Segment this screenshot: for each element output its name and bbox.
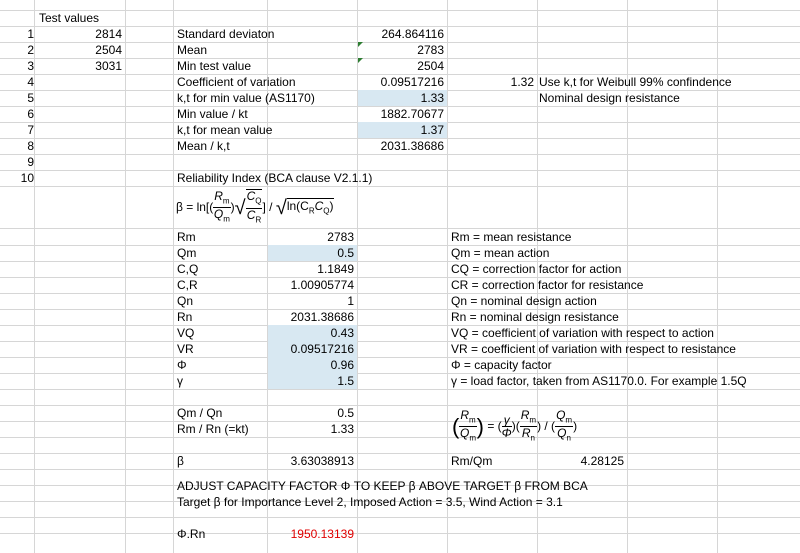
- grid-line: [0, 437, 800, 438]
- param-description[interactable]: VR = coefficient of variation with respect to resistance: [451, 342, 736, 356]
- param-value-input[interactable]: 0.43: [268, 325, 357, 341]
- formula-text: m: [565, 415, 573, 425]
- fraction: [246, 189, 263, 226]
- stat-value[interactable]: 264.864116: [381, 27, 444, 41]
- reliability-title[interactable]: Reliability Index (BCA clause V2.1.1): [177, 171, 373, 185]
- param-value[interactable]: 1: [347, 294, 354, 308]
- param-description[interactable]: γ = load factor, taken from AS1170.0. For example 1.5Q: [451, 374, 747, 388]
- grid-line: [0, 533, 800, 534]
- row-number: 10: [20, 171, 34, 185]
- formula-text: R: [214, 188, 223, 203]
- formula-text: C: [246, 189, 256, 204]
- formula-text: Q: [323, 206, 330, 216]
- formula-text: ): [573, 419, 578, 433]
- ratio-value[interactable]: 1.33: [330, 422, 354, 436]
- formula-text: γ: [503, 413, 510, 428]
- grid-line: [0, 453, 800, 454]
- formula-text: m: [529, 415, 537, 425]
- adjust-note[interactable]: ADJUST CAPACITY FACTOR Φ TO KEEP β ABOVE TARGET β FROM BCA: [177, 479, 588, 493]
- stat-label[interactable]: k,t for min value (AS1170): [177, 91, 315, 105]
- grid-line: [0, 517, 800, 518]
- reliability-formula: [176, 187, 334, 227]
- paren: (: [452, 413, 460, 439]
- grid-line: [0, 154, 800, 155]
- param-value[interactable]: 2783: [327, 230, 354, 244]
- beta-label[interactable]: β: [177, 454, 184, 468]
- formula-text: ln(C: [286, 198, 309, 213]
- phi-rn-label[interactable]: Φ.Rn: [177, 527, 206, 541]
- row-number: 5: [27, 91, 34, 105]
- fraction: [555, 409, 573, 445]
- formula-text: Φ: [501, 426, 512, 441]
- formula-text: m: [223, 214, 230, 224]
- param-value-input[interactable]: 0.09517216: [268, 341, 357, 357]
- paren: ): [476, 413, 484, 439]
- formula-text: ] /: [262, 200, 276, 214]
- grid-line: [0, 421, 800, 422]
- stat-label[interactable]: Coefficient of variation: [177, 75, 296, 89]
- param-label[interactable]: VR: [177, 342, 194, 356]
- stat-label[interactable]: k,t for mean value: [177, 123, 273, 137]
- stat-label[interactable]: Mean: [177, 43, 208, 57]
- comment-indicator: [358, 58, 363, 63]
- formula-text: R: [521, 426, 531, 441]
- ln-term: [287, 198, 334, 218]
- param-value[interactable]: 1.00905774: [290, 278, 354, 292]
- formula-text: ) / (: [537, 419, 556, 433]
- formula-text: Q: [556, 407, 566, 422]
- row-number: 7: [27, 123, 34, 137]
- row-number: 6: [27, 107, 34, 121]
- stat-value[interactable]: 2504: [417, 59, 444, 73]
- ratio-formula: [452, 406, 577, 446]
- test-value-cell[interactable]: 2504: [95, 43, 122, 57]
- sqrt-icon: √: [275, 196, 287, 219]
- formula-text: C: [314, 198, 324, 213]
- stat-label[interactable]: Standard deviaton: [177, 27, 275, 41]
- fraction: [213, 190, 230, 226]
- grid-line: [0, 469, 800, 470]
- param-value[interactable]: 1.1849: [317, 262, 354, 276]
- formula-text: R: [255, 215, 262, 225]
- formula-text: Q: [213, 207, 224, 222]
- param-label[interactable]: C,Q: [177, 262, 199, 276]
- phi-rn-value[interactable]: 1950.13139: [290, 527, 354, 541]
- param-value-input[interactable]: 0.96: [268, 357, 357, 373]
- comment-indicator: [358, 42, 363, 47]
- stat-label[interactable]: Min test value: [177, 59, 252, 73]
- row-number: 1: [27, 27, 34, 41]
- formula-text: β = ln[(: [176, 200, 214, 214]
- formula-text: m: [469, 415, 476, 425]
- ratio-label[interactable]: Rm / Rn (=kt): [177, 422, 249, 436]
- rmqm-label[interactable]: Rm/Qm: [451, 454, 493, 468]
- param-label[interactable]: C,R: [177, 278, 198, 292]
- formula-text: n: [566, 433, 571, 443]
- test-value-cell[interactable]: 3031: [95, 59, 122, 73]
- formula-text: R: [460, 407, 469, 422]
- param-description[interactable]: CR = correction factor for resistance: [451, 278, 644, 292]
- weibull-note[interactable]: Use k,t for Weibull 99% confindence: [539, 75, 732, 89]
- param-label[interactable]: Rn: [177, 310, 193, 324]
- formula-text: ): [329, 198, 334, 213]
- stat-value[interactable]: 0.09517216: [380, 75, 444, 89]
- fraction: [520, 409, 537, 445]
- param-label[interactable]: Qn: [177, 294, 194, 308]
- param-label[interactable]: γ: [177, 374, 183, 388]
- weibull-kt-value[interactable]: 1.32: [510, 75, 534, 89]
- formula-text: Q: [255, 196, 262, 206]
- stat-value[interactable]: 2783: [417, 43, 444, 57]
- row-number: 9: [27, 155, 34, 169]
- param-description[interactable]: Qm = mean action: [451, 246, 550, 260]
- row-number: 8: [27, 139, 34, 153]
- ratio-value[interactable]: 0.5: [337, 406, 354, 420]
- stat-value-input[interactable]: 1.37: [358, 122, 447, 138]
- formula-text: R: [308, 206, 315, 216]
- formula-text: R: [520, 407, 530, 422]
- param-label[interactable]: Φ: [177, 358, 187, 372]
- param-label[interactable]: VQ: [177, 326, 195, 340]
- param-value[interactable]: 2031.38686: [290, 310, 354, 324]
- row-number: 3: [27, 59, 34, 73]
- formula-text: Q: [557, 426, 567, 441]
- formula-text: C: [246, 207, 256, 222]
- formula-text: m: [222, 196, 230, 206]
- formula-text: m: [469, 433, 476, 443]
- param-value-input[interactable]: 0.5: [268, 245, 357, 261]
- formula-text: n: [530, 433, 535, 443]
- sqrt-icon: √: [234, 196, 246, 219]
- param-description[interactable]: Rn = nominal design resistance: [451, 310, 619, 324]
- test-value-cell[interactable]: 2814: [95, 27, 122, 41]
- param-description[interactable]: Φ = capacity factor: [451, 358, 552, 372]
- param-label[interactable]: Rm: [177, 230, 196, 244]
- grid-line: [0, 186, 800, 187]
- param-value-input[interactable]: 1.5: [268, 373, 357, 389]
- param-description[interactable]: Qn = nominal design action: [451, 294, 597, 308]
- target-beta-note[interactable]: Target β for Importance Level 2, Imposed Action = 3.5, Wind Action = 3.1: [177, 495, 563, 509]
- ratio-label[interactable]: Qm / Qn: [177, 406, 223, 420]
- stat-label[interactable]: Min value / kt: [177, 107, 248, 121]
- row-number: 2: [27, 43, 34, 57]
- fraction: [459, 409, 476, 445]
- fraction: [502, 414, 512, 439]
- param-description[interactable]: VQ = coefficient of variation with respect to action: [451, 326, 714, 340]
- formula-text: )(: [511, 419, 520, 433]
- beta-value[interactable]: 3.63038913: [290, 454, 354, 468]
- stat-label[interactable]: Mean / k,t: [177, 139, 230, 153]
- formula-text: ): [230, 200, 235, 214]
- param-label[interactable]: Qm: [177, 246, 197, 260]
- grid-line: [0, 405, 800, 406]
- grid-line: [0, 389, 800, 390]
- formula-text: Q: [459, 426, 470, 441]
- stat-value[interactable]: 1882.70677: [380, 107, 444, 121]
- param-description[interactable]: Rm = mean resistance: [451, 230, 572, 244]
- stat-value-input[interactable]: 1.33: [358, 90, 447, 106]
- stat-value[interactable]: 2031.38686: [380, 139, 444, 153]
- formula-text: = (: [484, 419, 502, 433]
- rmqm-value[interactable]: 4.28125: [580, 454, 624, 468]
- test-values-header[interactable]: Test values: [39, 11, 100, 25]
- param-description[interactable]: CQ = correction factor for action: [451, 262, 622, 276]
- row-number: 4: [27, 75, 34, 89]
- nominal-resistance-note[interactable]: Nominal design resistance: [539, 91, 680, 105]
